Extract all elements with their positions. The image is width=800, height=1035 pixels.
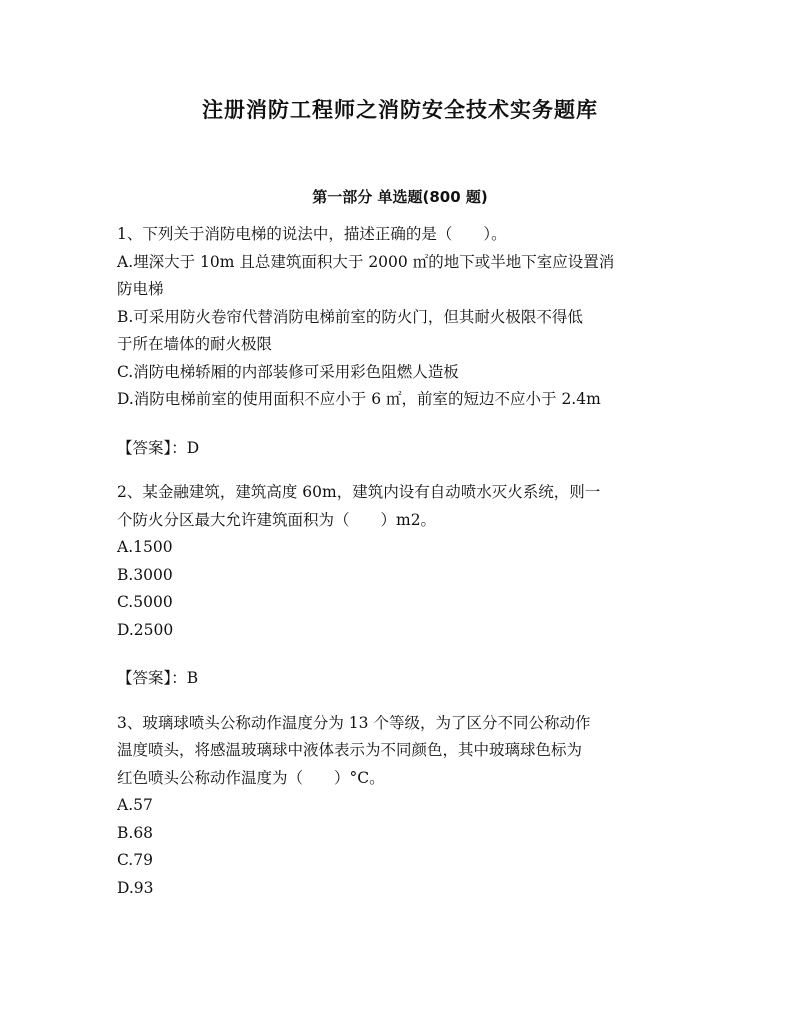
question-stem-line: 个防火分区最大允许建筑面积为（ ）m2。 bbox=[117, 510, 437, 529]
option-c: C.79 bbox=[117, 851, 153, 869]
option-b: B.68 bbox=[117, 823, 154, 842]
document-title: 注册消防工程师之消防安全技术实务题库 bbox=[202, 98, 598, 122]
question-stem-line: 红色喷头公称动作温度为（ ）°C。 bbox=[117, 768, 385, 787]
question-2 bbox=[117, 479, 689, 693]
option-a: A.1500 bbox=[117, 538, 173, 556]
question-stem-line: 1、下列关于消防电梯的说法中，描述正确的是（ ）。 bbox=[117, 225, 507, 243]
option-line: B.可采用防火卷帘代替消防电梯前室的防火门，但其耐火极限不得低 bbox=[117, 307, 583, 326]
option-a: A.57 bbox=[117, 796, 153, 814]
question-1 bbox=[117, 221, 689, 462]
section-heading: 第一部分 单选题(800 题) bbox=[312, 188, 488, 206]
option-d: D.2500 bbox=[117, 620, 174, 639]
answer-label: 【答案】：B bbox=[117, 669, 199, 687]
option-line: 防电梯 bbox=[117, 280, 164, 298]
question-list bbox=[117, 221, 689, 902]
option-b: B.3000 bbox=[117, 565, 173, 584]
answer-label: 【答案】：D bbox=[117, 438, 200, 457]
option-c bbox=[117, 359, 689, 387]
option-line: A.埋深大于 10m 且总建筑面积大于 2000 ㎡的地下或半地下室应设置消 bbox=[117, 252, 615, 271]
question-stem-line: 3、玻璃球喷头公称动作温度分为 13 个等级，为了区分不同公称动作 bbox=[117, 713, 591, 732]
option-c: C.5000 bbox=[117, 593, 173, 611]
option-line: D.消防电梯前室的使用面积不应小于 6 ㎡，前室的短边不应小于 2.4m bbox=[117, 390, 601, 408]
option-line: C.消防电梯轿厢的内部装修可采用彩色阻燃人造板 bbox=[117, 362, 459, 381]
option-a bbox=[117, 249, 689, 304]
option-d: D.93 bbox=[117, 878, 154, 897]
option-d bbox=[117, 386, 689, 414]
option-line: 于所在墙体的耐火极限 bbox=[117, 335, 273, 353]
option-b bbox=[117, 304, 689, 359]
question-3 bbox=[117, 710, 689, 903]
question-stem-line: 温度喷头，将感温玻璃球中液体表示为不同颜色，其中玻璃球色标为 bbox=[117, 741, 583, 759]
question-stem-line: 2、某金融建筑，建筑高度 60m，建筑内设有自动喷水灭火系统，则一 bbox=[117, 483, 601, 501]
